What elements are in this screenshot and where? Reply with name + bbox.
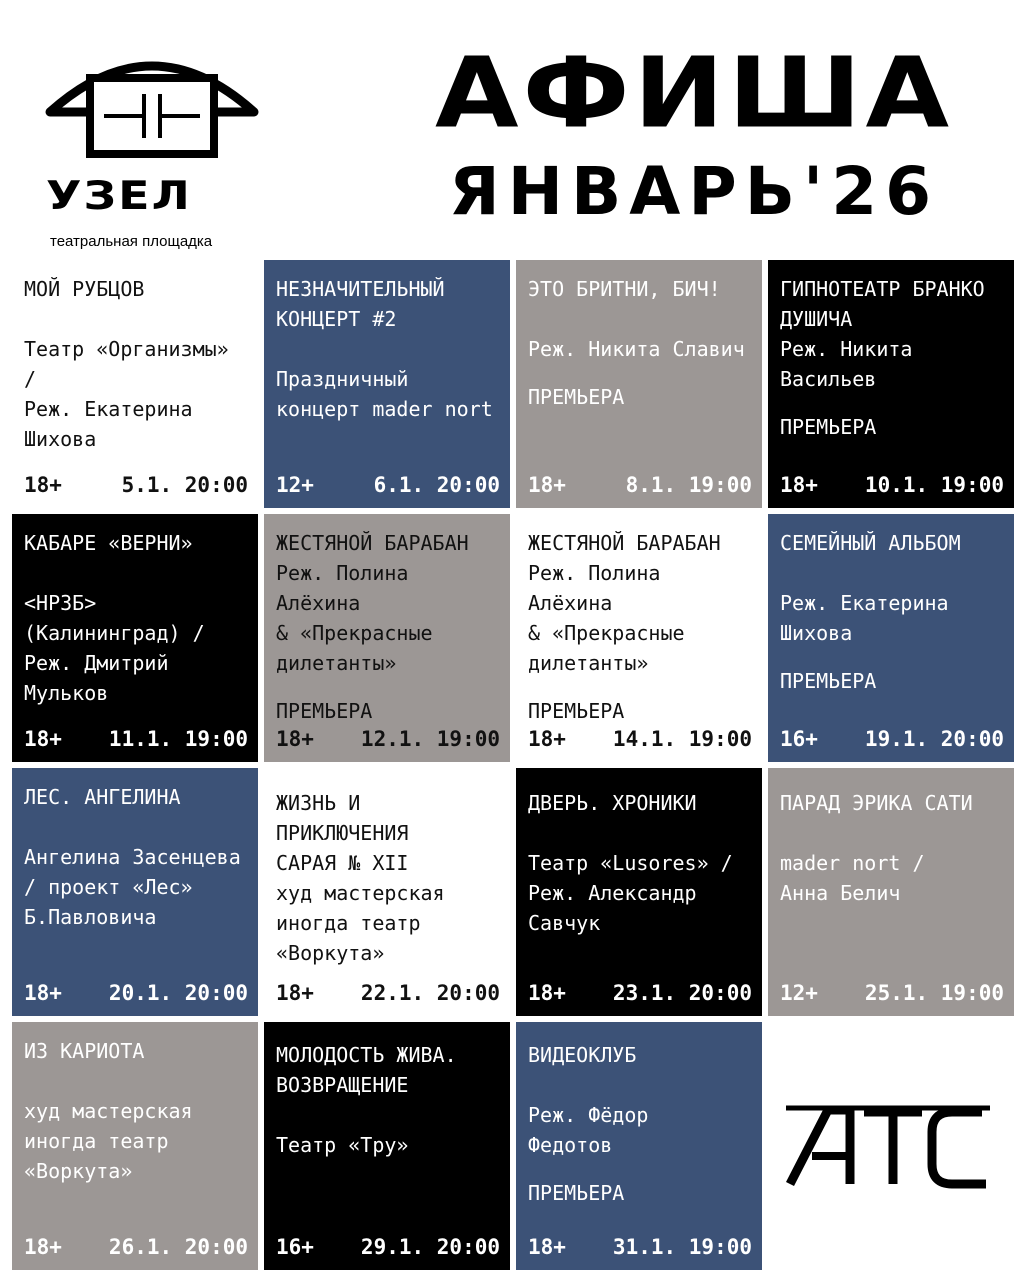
event-description: <НРЗБ> (Калининград) / Реж. Дмитрий Мульков (24, 591, 205, 705)
event-title: ЛЕС. АНГЕЛИНА (24, 785, 181, 809)
age-rating: 18+ (24, 981, 62, 1005)
event-title: НЕЗНАЧИТЕЛЬНЫЙ КОНЦЕРТ #2 (276, 277, 445, 331)
age-rating: 18+ (528, 1235, 566, 1259)
logo-subtitle: театральная площадка (50, 233, 213, 250)
event-datetime: 19.1. 20:00 (864, 727, 1004, 751)
uzel-dome-icon (40, 30, 265, 180)
uzel-logo (40, 30, 265, 250)
event-title: ПАРАД ЭРИКА САТИ (780, 791, 973, 815)
age-rating: 18+ (24, 727, 62, 751)
event-datetime: 5.1. 20:00 (121, 473, 248, 497)
event-datetime: 6.1. 20:00 (373, 473, 500, 497)
event-card[interactable] (12, 514, 258, 762)
event-title: СЕМЕЙНЫЙ АЛЬБОМ (780, 531, 961, 555)
event-title: ВИДЕОКЛУБ (528, 1043, 637, 1067)
event-description: худ мастерская иногда театр «Воркута» (276, 881, 445, 965)
event-description: Реж. Екатерина Шихова (780, 591, 949, 645)
event-description: Театр «Тру» (276, 1133, 409, 1157)
premiere-tag: ПРЕМЬЕРА (528, 1181, 625, 1205)
event-description: Ангелина Засенцева / проект «Лес» Б.Павловича (24, 845, 241, 929)
event-description: Реж. Никита Васильев (780, 337, 913, 391)
event-title: ЖЕСТЯНОЙ БАРАБАН (276, 531, 469, 555)
event-datetime: 8.1. 19:00 (625, 473, 752, 497)
event-description: Реж. Полина Алёхина & «Прекрасные дилетанты» (276, 561, 433, 675)
age-rating: 18+ (276, 727, 314, 751)
logo-word: УЗЕЛ (46, 172, 192, 219)
event-datetime: 12.1. 19:00 (360, 727, 500, 751)
page-title: АФИША (434, 52, 954, 136)
event-card[interactable] (264, 1022, 510, 1270)
event-description: Реж. Фёдор Федотов (528, 1103, 649, 1157)
event-card[interactable] (12, 768, 258, 1016)
premiere-tag: ПРЕМЬЕРА (780, 669, 877, 693)
event-datetime: 22.1. 20:00 (360, 981, 500, 1005)
age-rating: 16+ (780, 727, 818, 751)
age-rating: 16+ (276, 1235, 314, 1259)
event-card[interactable] (516, 1022, 762, 1270)
event-card[interactable] (516, 260, 762, 508)
event-description: Театр «Lusores» / Реж. Александр Савчук (528, 851, 733, 935)
event-datetime: 11.1. 19:00 (108, 727, 248, 751)
event-card[interactable] (12, 1022, 258, 1270)
premiere-tag: ПРЕМЬЕРА (528, 385, 625, 409)
event-title: ЭТО БРИТНИ, БИЧ! (528, 277, 721, 301)
event-card[interactable] (264, 768, 510, 1016)
premiere-tag: ПРЕМЬЕРА (276, 699, 373, 723)
age-rating: 18+ (528, 727, 566, 751)
age-rating: 18+ (528, 473, 566, 497)
age-rating: 18+ (24, 473, 62, 497)
event-description: Реж. Никита Славич (528, 337, 745, 361)
event-datetime: 26.1. 20:00 (108, 1235, 248, 1259)
event-card[interactable] (12, 260, 258, 508)
event-description: Театр «Организмы» / Реж. Екатерина Шихова (24, 337, 229, 451)
atc-logo-icon (782, 1100, 992, 1190)
event-title: КАБАРЕ «ВЕРНИ» (24, 531, 193, 555)
event-description: Реж. Полина Алёхина & «Прекрасные дилетанты» (528, 561, 685, 675)
event-datetime: 31.1. 19:00 (612, 1235, 752, 1259)
event-card[interactable] (768, 768, 1014, 1016)
age-rating: 18+ (24, 1235, 62, 1259)
event-datetime: 25.1. 19:00 (864, 981, 1004, 1005)
event-title: МОЛОДОСТЬ ЖИВА. ВОЗВРАЩЕНИЕ (276, 1043, 457, 1097)
age-rating: 18+ (276, 981, 314, 1005)
premiere-tag: ПРЕМЬЕРА (528, 699, 625, 723)
event-card[interactable] (264, 514, 510, 762)
event-card[interactable] (264, 260, 510, 508)
event-description: худ мастерская иногда театр «Воркута» (24, 1099, 193, 1183)
event-title: ИЗ КАРИОТА (24, 1039, 145, 1063)
event-title: ДВЕРЬ. ХРОНИКИ (528, 791, 697, 815)
age-rating: 18+ (780, 473, 818, 497)
event-datetime: 29.1. 20:00 (360, 1235, 500, 1259)
event-title: ЖИЗНЬ И ПРИКЛЮЧЕНИЯ САРАЯ № XII (276, 791, 409, 875)
age-rating: 12+ (780, 981, 818, 1005)
event-description: mader nort / Анна Белич (780, 851, 925, 905)
event-card[interactable] (516, 514, 762, 762)
premiere-tag: ПРЕМЬЕРА (780, 415, 877, 439)
event-title: ЖЕСТЯНОЙ БАРАБАН (528, 531, 721, 555)
event-datetime: 14.1. 19:00 (612, 727, 752, 751)
event-description: Праздничный концерт mader nort (276, 367, 493, 421)
month-title: ЯНВАРЬ'26 (448, 160, 940, 224)
event-card[interactable] (768, 260, 1014, 508)
event-card[interactable] (516, 768, 762, 1016)
atc-logo (782, 1100, 992, 1190)
event-datetime: 20.1. 20:00 (108, 981, 248, 1005)
event-title: ГИПНОТЕАТР БРАНКО ДУШИЧА (780, 277, 985, 331)
age-rating: 18+ (528, 981, 566, 1005)
age-rating: 12+ (276, 473, 314, 497)
event-datetime: 10.1. 19:00 (864, 473, 1004, 497)
event-title: МОЙ РУБЦОВ (24, 277, 145, 301)
event-datetime: 23.1. 20:00 (612, 981, 752, 1005)
event-card[interactable] (768, 514, 1014, 762)
